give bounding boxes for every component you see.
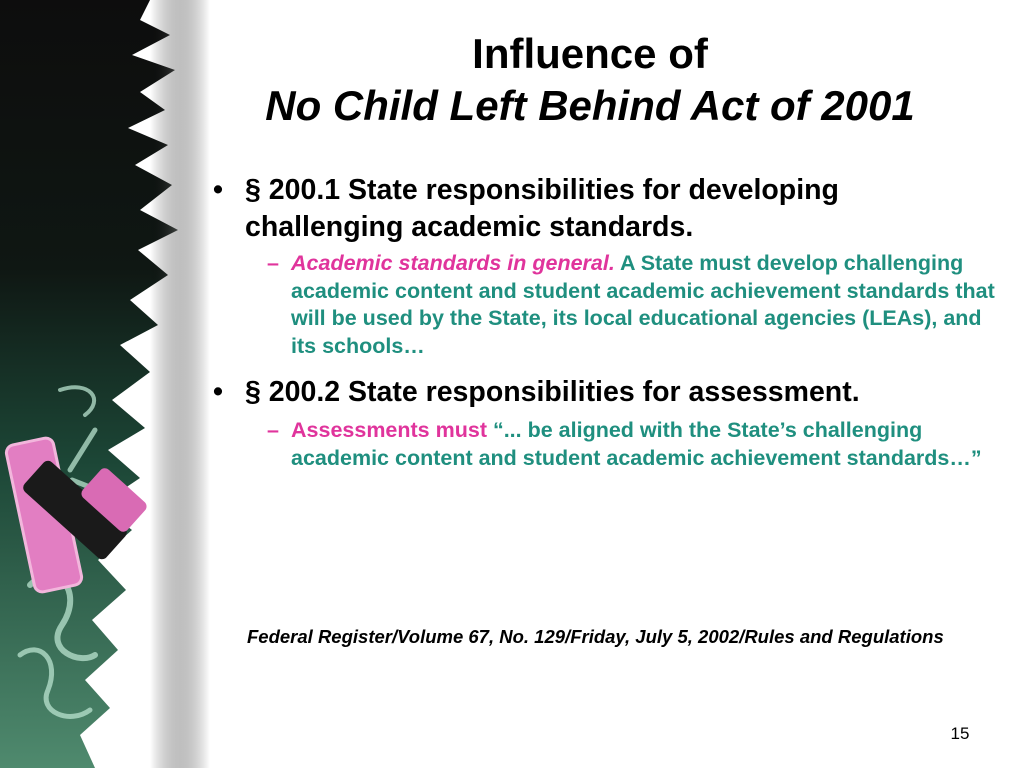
bullet-item-200-2 xyxy=(205,374,995,411)
title-line-2: No Child Left Behind Act of 2001 xyxy=(265,82,915,129)
page-number: 15 xyxy=(950,724,970,743)
title-line-1: Influence of xyxy=(472,30,708,77)
sub-bullet-assessments xyxy=(205,417,995,472)
bullet-item-200-1 xyxy=(205,172,995,246)
sub-bullet-marker: – xyxy=(267,251,279,275)
bullet-text: § 200.1 State responsibilities for developing challenging academic standards. xyxy=(245,174,839,243)
sub-bullet-standards xyxy=(205,250,995,360)
citation: Federal Register/Volume 67, No. 129/Friday, July 5, 2002/Rules and Regulations xyxy=(247,626,944,647)
sub-bullet-marker: – xyxy=(267,418,279,442)
sub-bullet-lead: Academic standards in general. xyxy=(291,251,615,275)
sub-bullet-body: “... be aligned with the State’s challenging academic content and student academic achievement standards…” xyxy=(291,418,982,470)
sub-bullet-body: A State must develop challenging academic content and student academic achievement standards that will be used by the State, its local educational agencies (LEAs), and its schools… xyxy=(291,251,995,358)
bullet-text: § 200.2 State responsibilities for assessment. xyxy=(245,376,860,408)
slide-content xyxy=(205,172,995,472)
bullet-marker: • xyxy=(213,174,223,206)
bullet-marker: • xyxy=(213,376,223,408)
slide-title xyxy=(200,30,980,134)
sub-bullet-lead: Assessments must xyxy=(291,418,493,442)
chalkboard-art xyxy=(0,0,210,768)
